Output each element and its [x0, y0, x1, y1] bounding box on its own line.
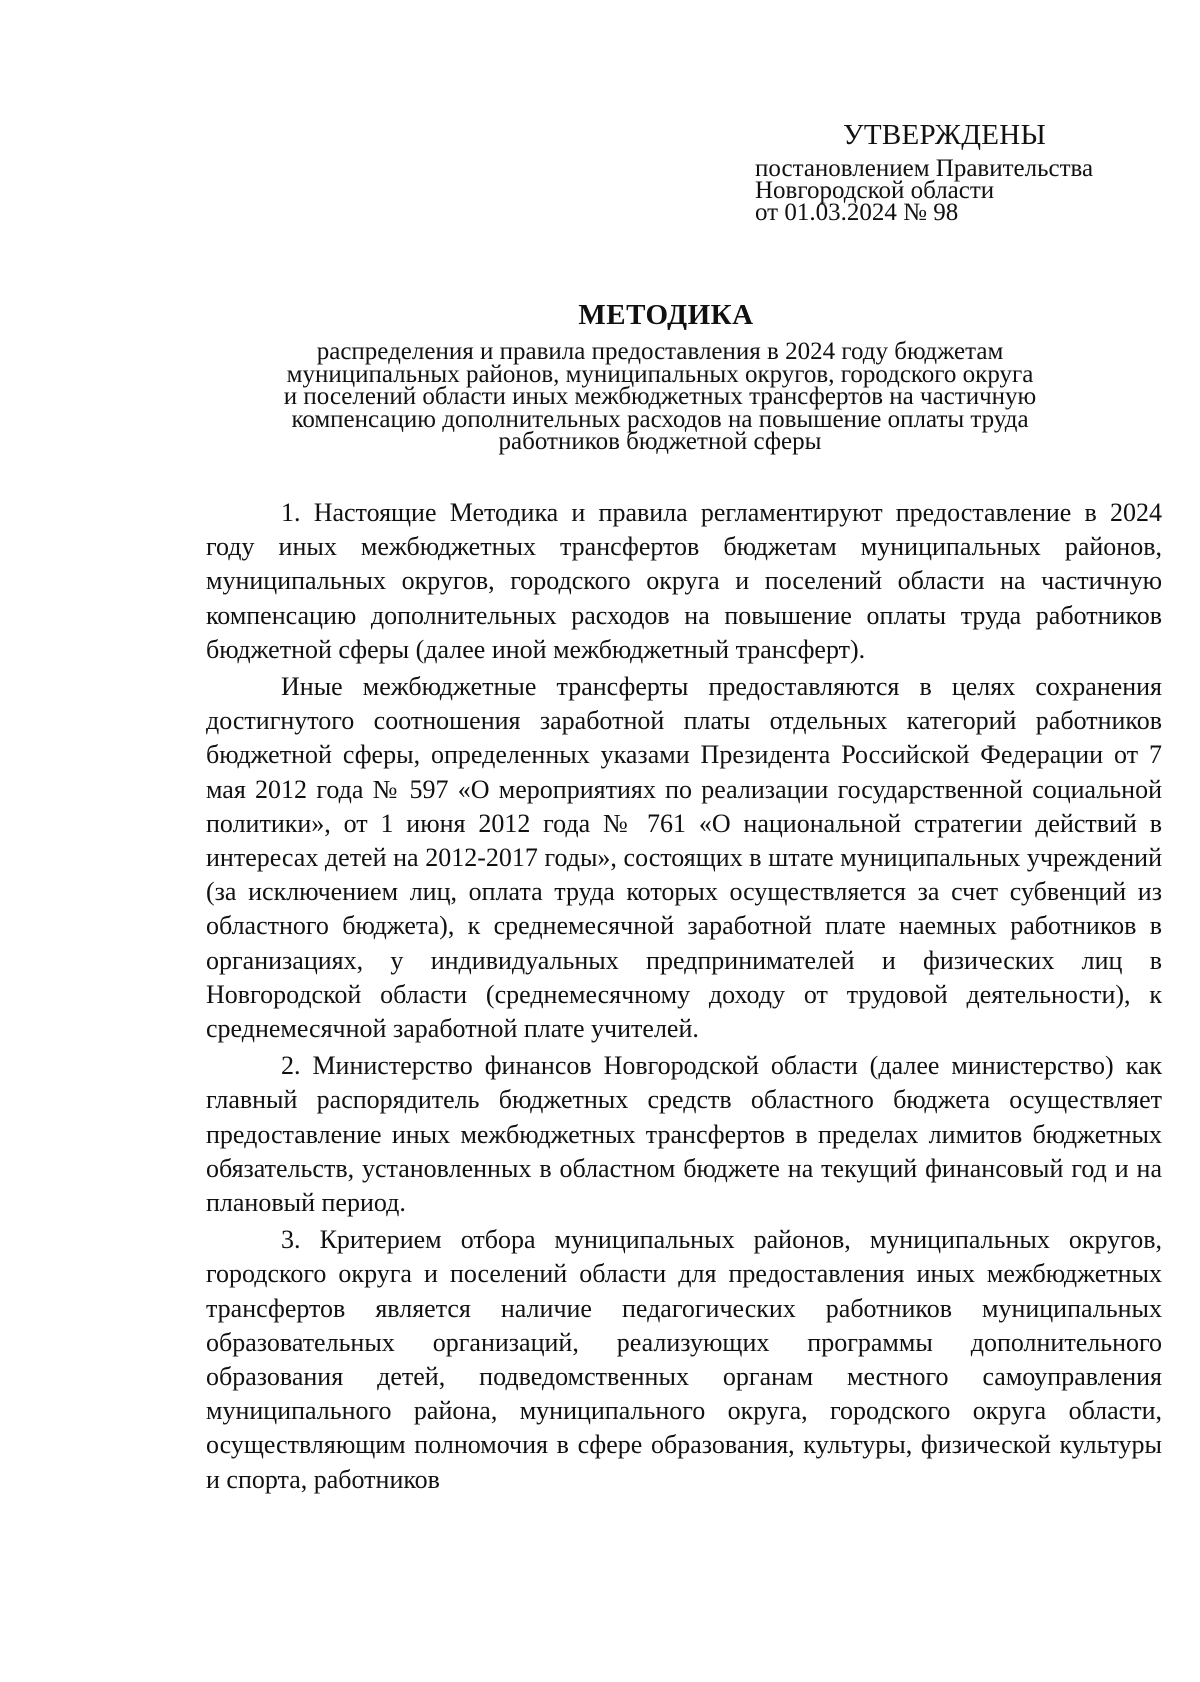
approval-line-date-number: от 01.03.2024 № 98	[755, 199, 959, 226]
approval-line-region: Новгородской области	[755, 177, 995, 204]
approval-stamp-block	[755, 118, 1175, 224]
paragraph-goals: Иные межбюджетные трансферты предоставляются в целях сохранения достигнутого соотношения заработной платы отдельных категорий работников бюджетной сферы, определенных указами Президента Российской Федерации от 7 мая 2012 года № 597 «О мероприятиях по реализации государственной социальной политики», от 1 июня 2012 года № 761 «О национальной стратегии действий в интересах детей на 2012-2017 годы», состоящих в штате муниципальных учреждений (за исключением лиц, оплата труда которых осуществляется за счет субвенций из областного бюджета), к среднемесячной заработной плате наемных работников в организациях, у индивидуальных предпринимателей и физических лиц в Новгородской области (среднемесячному доходу от трудовой деятельности), к среднемесячной заработной плате учителей.	[206, 672, 1162, 1044]
subtitle-line: и поселений области иных межбюджетных трансфертов на частичную	[283, 383, 1037, 410]
document-subtitle	[180, 338, 1140, 455]
paragraph-1: 1. Настоящие Методика и правила регламентируют предоставление в 2024 году иных межбюджетных трансфертов бюджетам муниципальных районов, муниципальных округов, городского округа и поселений области на частичную компенсацию дополнительных расходов на повышение оплаты труда работников бюджетной сферы (далее иной межбюджетный трансферт).	[206, 498, 1162, 664]
subtitle-line: распределения и правила предоставления в 2024 году бюджетам	[316, 338, 1004, 365]
paragraph-3: 3. Критерием отбора муниципальных районов, муниципальных округов, городского округа и поселений области для предоставления иных межбюджетных трансфертов является наличие педагогических работников муниципальных образовательных организаций, реализующих программы дополнительного образования детей, подведомственных органам местного самоуправления муниципального района, муниципального округа, городского округа области, осуществляющим полномочия в сфере образования, культуры, физической культуры и спорта, работников	[206, 1225, 1162, 1494]
approval-title: УТВЕРЖДЕНЫ	[843, 119, 1047, 151]
subtitle-line: работников бюджетной сферы	[498, 428, 822, 455]
subtitle-line: муниципальных районов, муниципальных округов, городского округа	[286, 360, 1034, 388]
paragraph-2: 2. Министерство финансов Новгородской области (далее министерство) как главный распорядитель бюджетных средств областного бюджета осуществляет предоставление иных межбюджетных трансфертов в пределах лимитов бюджетных обязательств, установленных в областном бюджете на текущий финансовый год и на плановый период.	[206, 1051, 1162, 1218]
approval-line-resolution: постановлением Правительства	[755, 155, 1094, 182]
subtitle-line: компенсацию дополнительных расходов на повышение оплаты труда	[291, 405, 1029, 433]
document-title: МЕТОДИКА	[578, 299, 754, 331]
document-body	[206, 496, 1162, 1500]
